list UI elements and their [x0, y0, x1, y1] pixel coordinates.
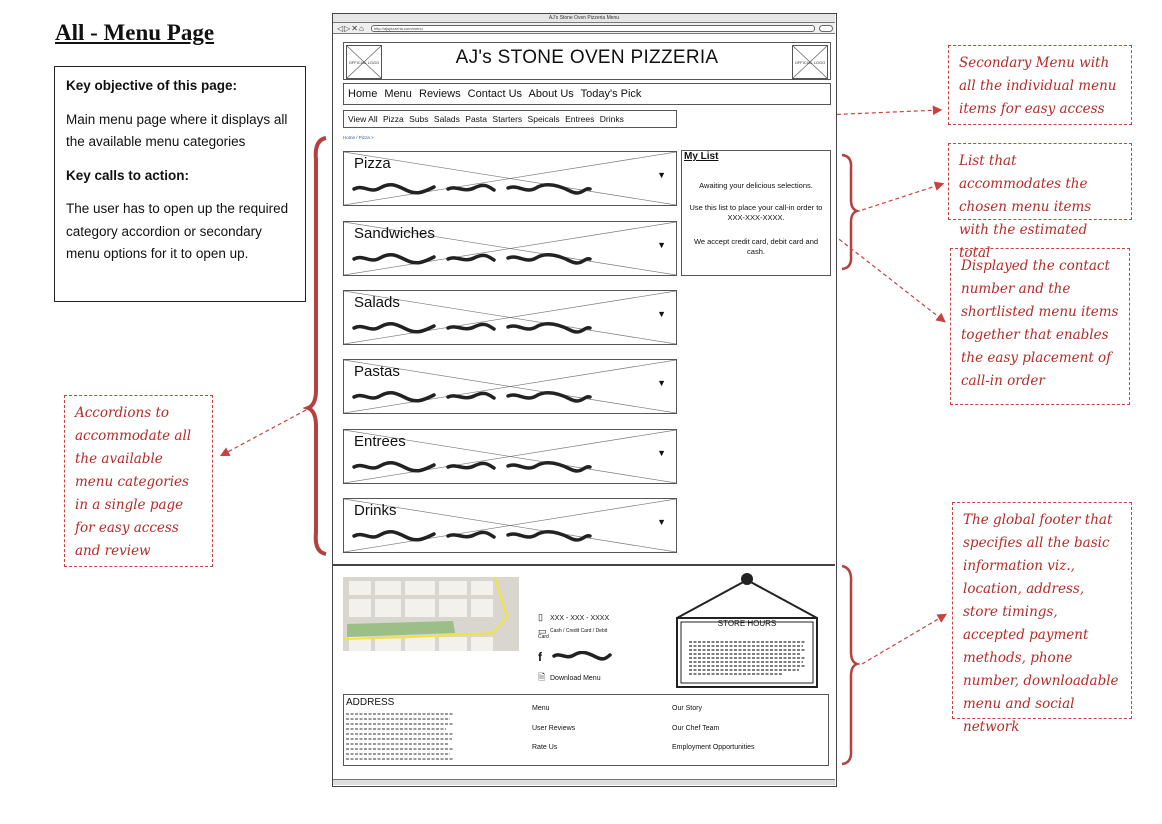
logo-text: OFFICIAL LOGO	[794, 60, 826, 65]
sec-menu-pizza[interactable]: Pizza	[382, 114, 404, 124]
main-menu-about[interactable]: About Us	[528, 88, 574, 100]
chevron-down-icon[interactable]: ▼	[657, 240, 666, 250]
main-menu-reviews[interactable]: Reviews	[419, 88, 461, 100]
accordion-drinks[interactable]	[343, 498, 677, 553]
annotation-accordions: Accordions to accommodate all the available menu categories in a single page for easy access and review	[64, 395, 213, 567]
browser-navbar	[333, 23, 835, 34]
footer-payment	[538, 628, 608, 640]
footer-phone[interactable]	[538, 612, 609, 623]
scribble-text	[352, 182, 592, 196]
main-menu-menu[interactable]: Menu	[384, 88, 412, 100]
accordion-title: Entrees	[354, 433, 406, 450]
footer-link-rate-us[interactable]: Rate Us	[532, 744, 558, 751]
site-title: AJ's STONE OVEN PIZZERIA	[455, 47, 719, 68]
accordion-title: Sandwiches	[354, 225, 435, 242]
footer-facebook[interactable]	[538, 650, 612, 664]
cta-heading: Key calls to action:	[66, 167, 190, 183]
sec-menu-entrees[interactable]: Entrees	[565, 114, 595, 124]
my-list-payment-text: We accept credit card, debit card and cash.	[693, 237, 819, 256]
my-list-title: My List	[684, 151, 719, 162]
chevron-down-icon[interactable]: ▼	[657, 448, 666, 458]
accordion-entrees[interactable]	[343, 429, 677, 484]
annotation-secondary-menu: Secondary Menu with all the individual menu items for easy access	[948, 45, 1132, 125]
phone-number: XXX - XXX - XXXX	[550, 615, 610, 622]
url-bar[interactable]: http://ajspizzeria.com/menu	[371, 25, 815, 32]
footer-brace	[842, 566, 857, 764]
search-pill[interactable]	[819, 25, 833, 32]
accordion-sandwiches[interactable]	[343, 221, 677, 276]
nav-buttons-icon[interactable]: ◁▷✕⌂	[337, 24, 365, 33]
sec-menu-salads[interactable]: Salads	[433, 114, 460, 124]
accordion-salads[interactable]	[343, 290, 677, 345]
credit-card-icon: ▭	[538, 626, 547, 636]
sec-menu-starters[interactable]: Starters	[492, 114, 523, 124]
store-hours-title: STORE HOURS	[717, 619, 777, 628]
accordion-pastas[interactable]	[343, 359, 677, 414]
scribble-text	[352, 252, 592, 266]
browser-statusbar	[333, 779, 835, 785]
footer-link-our-story[interactable]: Our Story	[672, 705, 702, 712]
annotation-list: List that accommodates the chosen menu items with the estimated total	[948, 143, 1132, 220]
document-icon: 🗎	[538, 672, 546, 682]
main-menu-home[interactable]: Home	[348, 88, 378, 100]
main-menu-contact[interactable]: Contact Us	[467, 88, 523, 100]
scribble-text	[352, 529, 592, 543]
cta-text: The user has to open up the required category accordion or secondary menu options for it to open up.	[66, 201, 289, 261]
scribble-text	[552, 651, 612, 661]
official-logo-right[interactable]	[792, 45, 828, 79]
secondary-menu	[343, 110, 677, 128]
footer-divider	[333, 564, 835, 566]
download-menu-link[interactable]	[538, 670, 601, 686]
footer-link-menu[interactable]: Menu	[532, 705, 550, 712]
footer-link-chef-team[interactable]: Our Chef Team	[672, 725, 720, 732]
annotation-contact: Displayed the contact number and the shortlisted menu items together that enables the easy placement of call-in order	[950, 248, 1130, 405]
accordion-title: Drinks	[354, 502, 397, 519]
main-menu	[343, 83, 831, 105]
official-logo-left[interactable]	[346, 45, 382, 79]
browser-window	[332, 13, 837, 787]
arrow-accordions	[222, 410, 306, 455]
arrow-footer	[862, 615, 945, 664]
my-list-callin-text: Use this list to place your call-in order to XXX-XXX-XXXX.	[689, 203, 823, 222]
sec-menu-view-all[interactable]: View All	[348, 114, 378, 124]
chevron-down-icon[interactable]: ▼	[657, 170, 666, 180]
chevron-down-icon[interactable]: ▼	[657, 517, 666, 527]
scribble-text	[352, 321, 592, 335]
sec-menu-specials[interactable]: Speicals	[527, 114, 560, 124]
scribble-text	[352, 460, 592, 474]
footer-link-user-reviews[interactable]: User Reviews	[532, 725, 576, 732]
chevron-down-icon[interactable]: ▼	[657, 309, 666, 319]
logo-text: OFFICIAL LOGO	[348, 60, 380, 65]
chevron-down-icon[interactable]: ▼	[657, 378, 666, 388]
objective-text: Main menu page where it displays all the available menu categories	[66, 111, 288, 149]
page-title: All - Menu Page	[55, 20, 215, 45]
annotation-footer: The global footer that specifies all the basic information viz., location, address, store timings, accepted payment methods, phone number, downloadable menu and social network	[952, 502, 1132, 719]
address-label: ADDRESS	[346, 697, 395, 708]
footer-link-employment[interactable]: Employment Opportunities	[672, 744, 755, 751]
objective-heading: Key objective of this page:	[66, 78, 238, 93]
location-map[interactable]	[343, 577, 519, 651]
arrow-list	[862, 184, 942, 210]
sec-menu-subs[interactable]: Subs	[409, 114, 429, 124]
site-header	[343, 42, 831, 80]
accordion-pizza[interactable]	[343, 151, 677, 206]
list-brace	[842, 155, 857, 269]
sec-menu-pasta[interactable]: Pasta	[465, 114, 488, 124]
address-text-placeholder	[346, 711, 456, 761]
payment-methods: Cash / Credit Card / Debit Card	[538, 628, 608, 640]
phone-icon: ▯	[538, 612, 543, 622]
accordion-title: Salads	[354, 294, 400, 311]
main-menu-todays-pick[interactable]: Today's Pick	[580, 88, 642, 100]
footer-links-box	[343, 694, 829, 766]
window-title: AJ's Stone Oven Pizzeria Menu	[333, 14, 835, 23]
breadcrumb[interactable]: Home / Pizza >	[343, 135, 374, 140]
store-hours-sign	[673, 572, 821, 689]
accordion-brace	[308, 138, 326, 554]
accordion-title: Pastas	[354, 363, 400, 380]
my-list-panel	[681, 150, 831, 276]
download-menu-label: Download Menu	[550, 675, 601, 682]
accordion-title: Pizza	[354, 155, 391, 172]
sec-menu-drinks[interactable]: Drinks	[599, 114, 624, 124]
facebook-icon: f	[538, 650, 542, 664]
scribble-text	[352, 390, 592, 404]
my-list-empty-text: Awaiting your delicious selections.	[699, 181, 813, 190]
